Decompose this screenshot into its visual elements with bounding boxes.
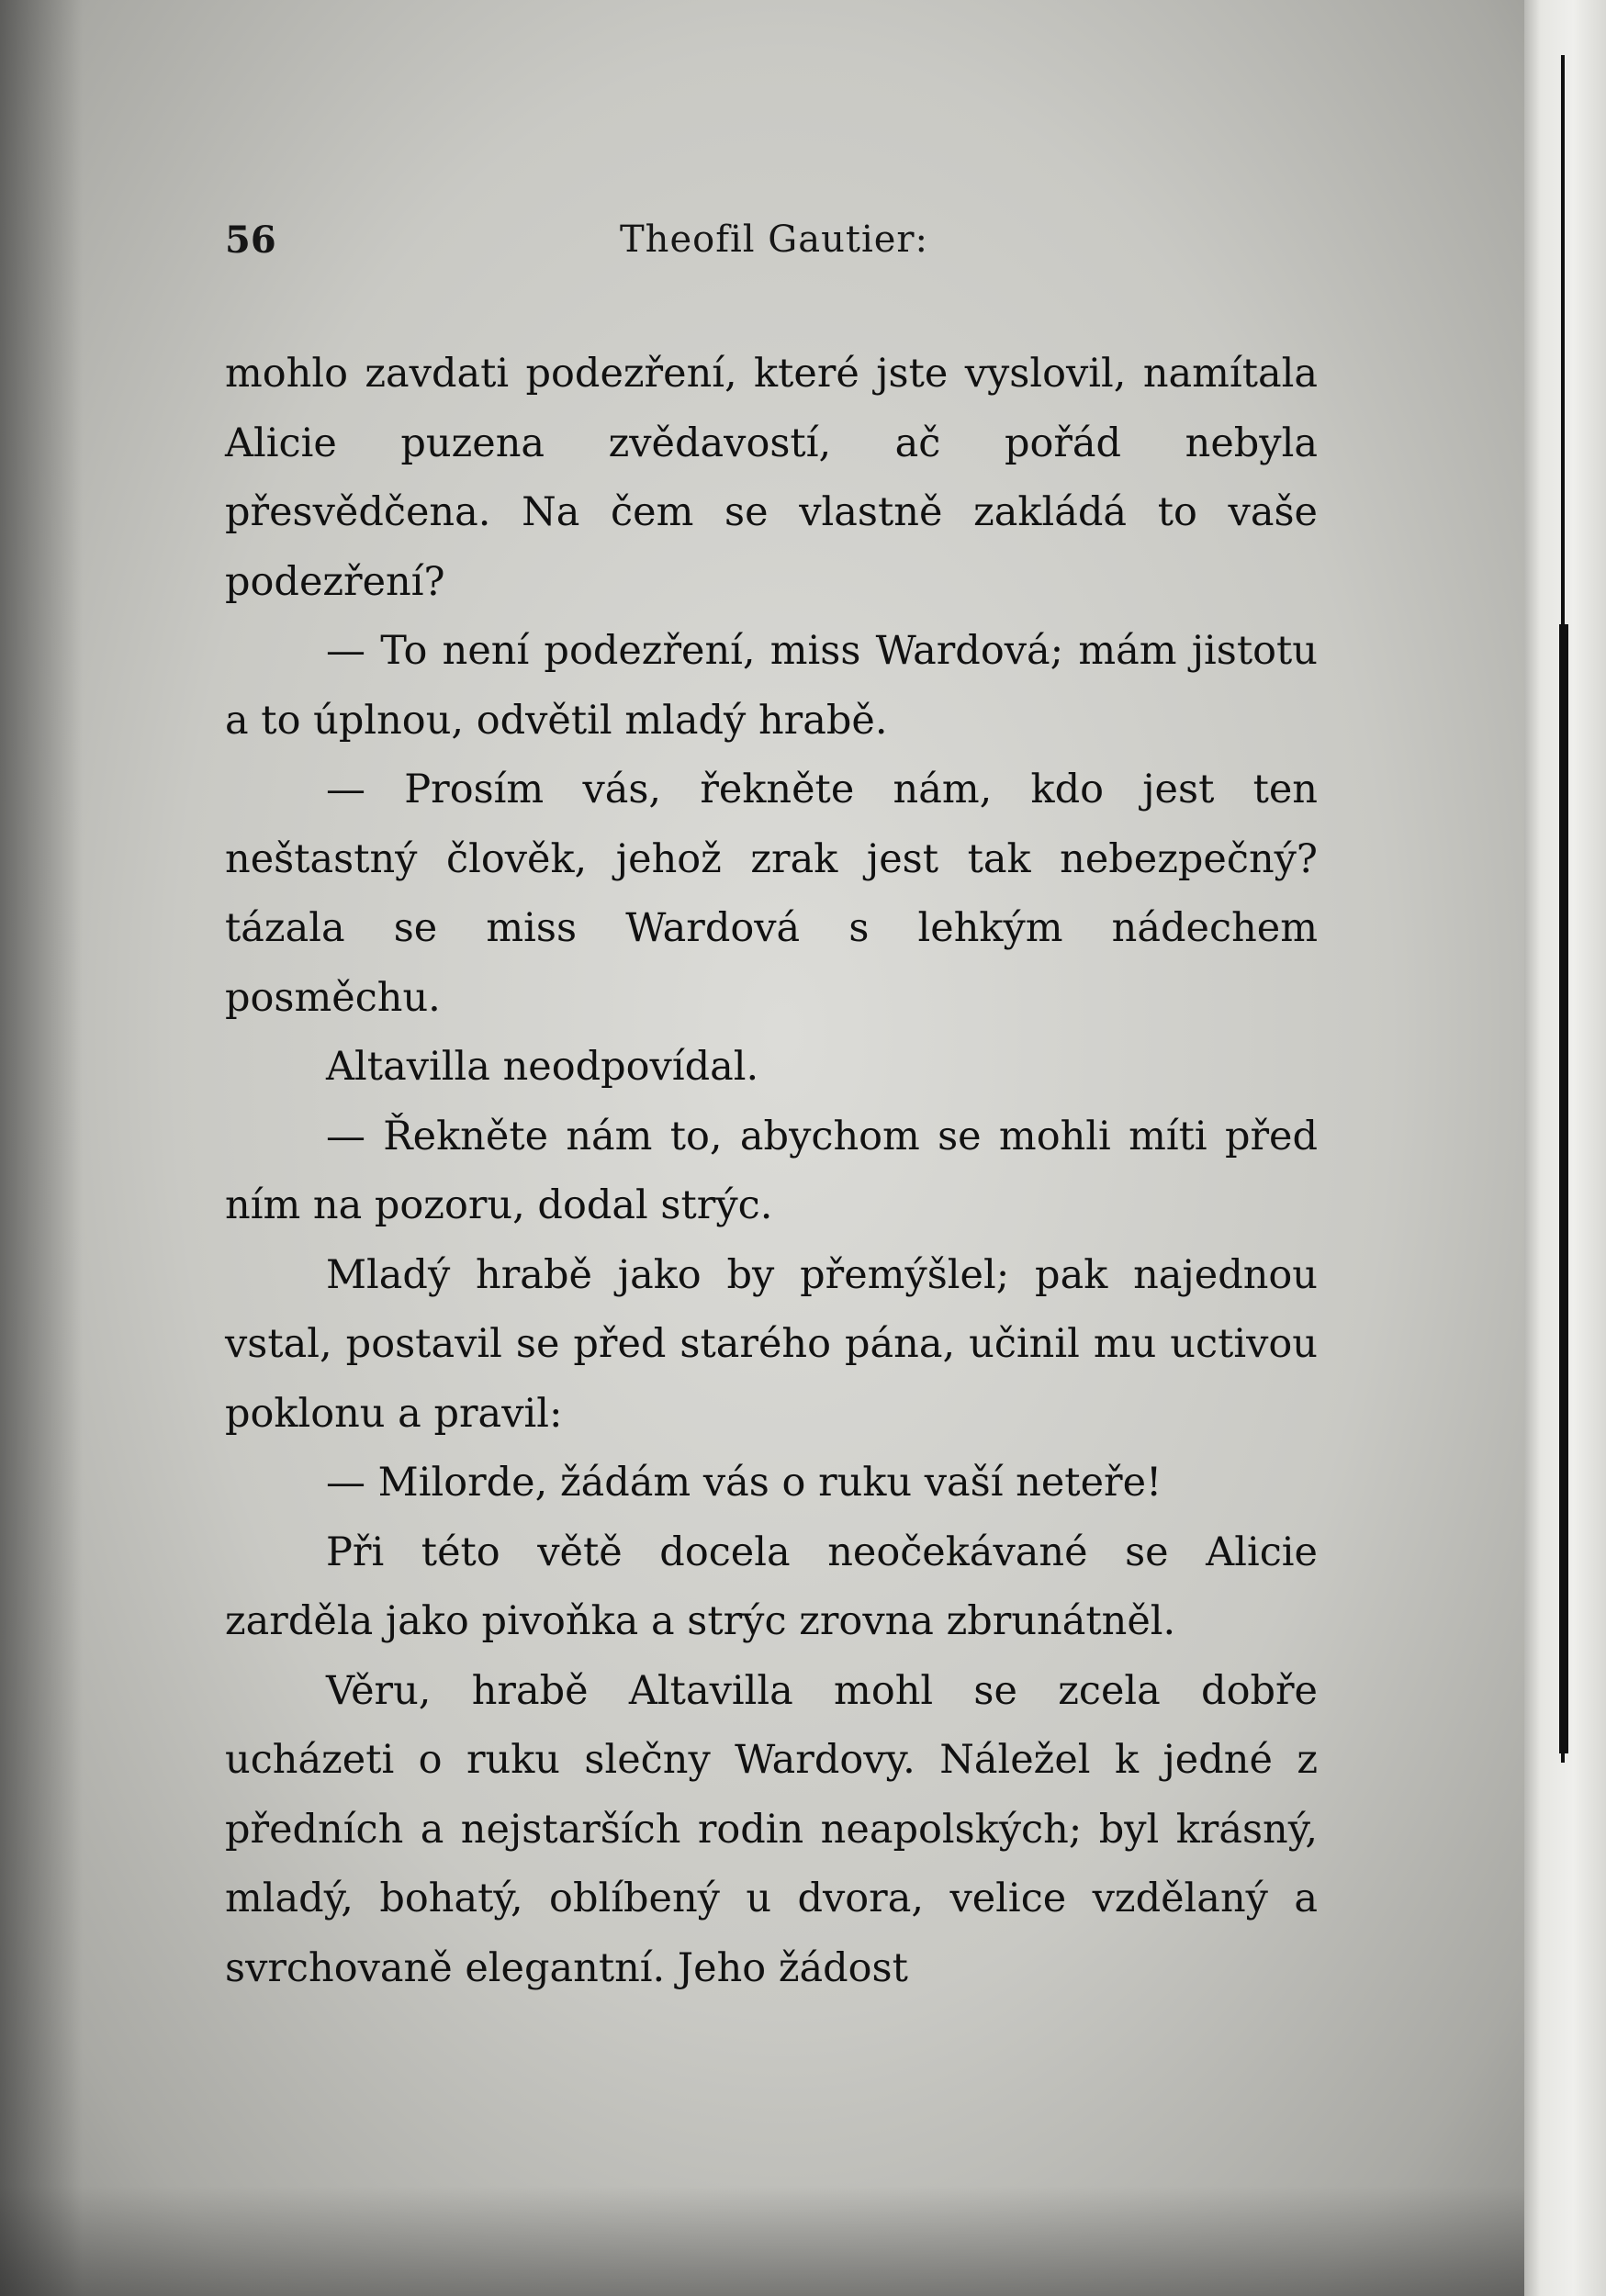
paragraph: Věru, hrabě Altavilla mohl se zcela dobře ucházeti o ruku slečny Wardovy. Náležel k jedné z předních a nejstarších rodin neapolských; byl krásný, mladý, bohatý, oblíbený u dvora, velice vzdělaný a svrchovaně elegantní. Jeho žádost [225, 1667, 1318, 1991]
paragraph: — Řekněte nám to, abychom se mohli míti před ním na pozoru, dodal strýc. [225, 1113, 1318, 1228]
paragraph: mohlo zavdati podezření, které jste vyslovil, namítala Alicie puzena zvědavostí, ač pořád nebyla přesvědčena. Na čem se vlastně zakládá to vaše podezření? [225, 351, 1318, 605]
paragraph: Při této větě docela neočekávané se Alicie zarděla jako pivoňka a strýc zrovna zbrunátněl. [225, 1529, 1318, 1644]
paragraph: — Milorde, žádám vás o ruku vaší neteře! [326, 1460, 1162, 1506]
body-text [225, 340, 1318, 2003]
paragraph: — To není podezření, miss Wardová; mám jistotu a to úplnou, odvětil mladý hrabě. [225, 628, 1318, 744]
page-edge [1524, 0, 1606, 2296]
paragraph: — Prosím vás, řekněte nám, kdo jest ten neštastný člověk, jehož zrak jest tak nebezpečný? tázala se miss Wardová s lehkým nádechem posměchu. [225, 767, 1318, 1021]
paragraph: Altavilla neodpovídal. [326, 1044, 759, 1090]
paragraph: Mladý hrabě jako by přemýšlel; pak najednou vstal, postavil se před starého pána, učinil mu uctivou poklonu a pravil: [225, 1251, 1318, 1437]
page-number: 56 [225, 218, 276, 262]
edge-line-thick [1559, 624, 1568, 1753]
running-title: Theofil Gautier: [620, 218, 928, 261]
